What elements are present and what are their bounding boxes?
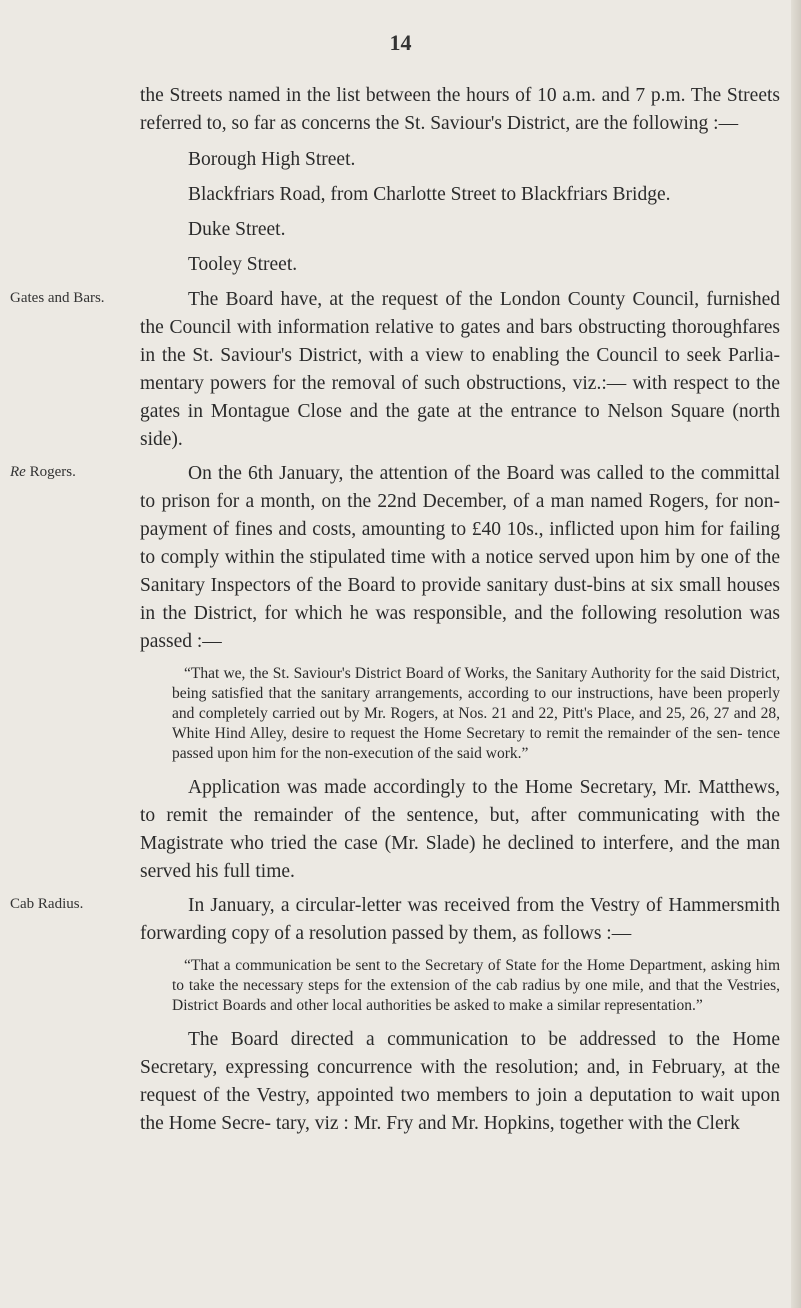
rogers-resolution-quote: “That we, the St. Saviour's District Board of Works, the Sanitary Authority for the said District, being satisfied that the sanitary arrangements, according to our instructions, have been properly and completely carried out by Mr. Rogers, at Nos. 21 and 22, Pitt's Place, and 25, 26, 27 and 28, White Hind Alley, desire to request the Home Secretary to remit the remainder of the sen- tence passed upon him for the non-execution of the said work.” bbox=[172, 665, 780, 762]
street-item: Tooley Street. bbox=[188, 254, 298, 275]
intro-paragraph: the Streets named in the list between the hours of 10 a.m. and 7 p.m. The Streets referred to, so far as concerns the St. Saviour's District, are the following :— bbox=[140, 85, 780, 134]
street-item: Borough High Street. bbox=[188, 149, 356, 170]
side-note-label: Rogers. bbox=[25, 464, 76, 480]
gates-section bbox=[10, 286, 780, 454]
street-item: Duke Street. bbox=[188, 219, 286, 240]
page-number: 14 bbox=[389, 30, 412, 55]
gates-paragraph: The Board have, at the request of the London County Council, furnished the Council with information relative to gates and bars obstructing thoroughfares in the St. Saviour's District, with a view to enabling the Council to seek Parlia- mentary powers for the removal of such obstructions, viz.:— with respect to the gates in Montague Close and the gate at the entrance to Nelson Square (north side). bbox=[140, 289, 780, 450]
side-note-rogers bbox=[10, 462, 120, 482]
street-item: Blackfriars Road, from Charlotte Street to Blackfriars Bridge. bbox=[188, 184, 671, 205]
side-note-gates: Gates and Bars. bbox=[10, 290, 105, 306]
rogers-paragraph: On the 6th January, the attention of the Board was called to the committal to prison for a month, on the 22nd December, of a man named Rogers, for non-payment of fines and costs, amounting to £40 10s., inflicted upon him for failing to comply within the stipulated time with a notice served upon him by one of the Sanitary Inspectors of the Board to provide sanitary dust-bins at six small houses in the District, for which he was responsible, and the following resolution was passed :— bbox=[140, 463, 780, 652]
cab-resolution-quote: “That a communication be sent to the Secretary of State for the Home Department, asking him to take the necessary steps for the extension of the cab radius by one mile, and that the Vestries, District Boards and other local authorities be asked to make a similar representation.” bbox=[172, 957, 780, 1014]
page-edge bbox=[791, 0, 801, 1308]
cab-paragraph: In January, a circular-letter was received from the Vestry of Hammersmith forwarding copy of a resolution passed by them, as follows :— bbox=[140, 895, 780, 944]
side-note-cab: Cab Radius. bbox=[10, 896, 84, 912]
side-note-prefix: Re bbox=[10, 464, 26, 480]
rogers-section bbox=[10, 460, 780, 886]
page-body bbox=[10, 82, 780, 1138]
cab-followup-paragraph: The Board directed a communication to be addressed to the Home Secretary, expressing concurrence with the resolution; and, in February, at the request of the Vestry, appointed two members to join a deputation to wait upon the Home Secre- tary, viz : Mr. Fry and Mr. Hopkins, together with the Clerk bbox=[140, 1029, 780, 1134]
rogers-followup-paragraph: Application was made accordingly to the Home Secretary, Mr. Matthews, to remit the remainder of the sentence, but, after communicating with the Magistrate who tried the case (Mr. Slade) he declined to interfere, and the man served his full time. bbox=[140, 777, 780, 882]
cab-section bbox=[10, 892, 780, 1138]
street-list bbox=[140, 146, 780, 279]
